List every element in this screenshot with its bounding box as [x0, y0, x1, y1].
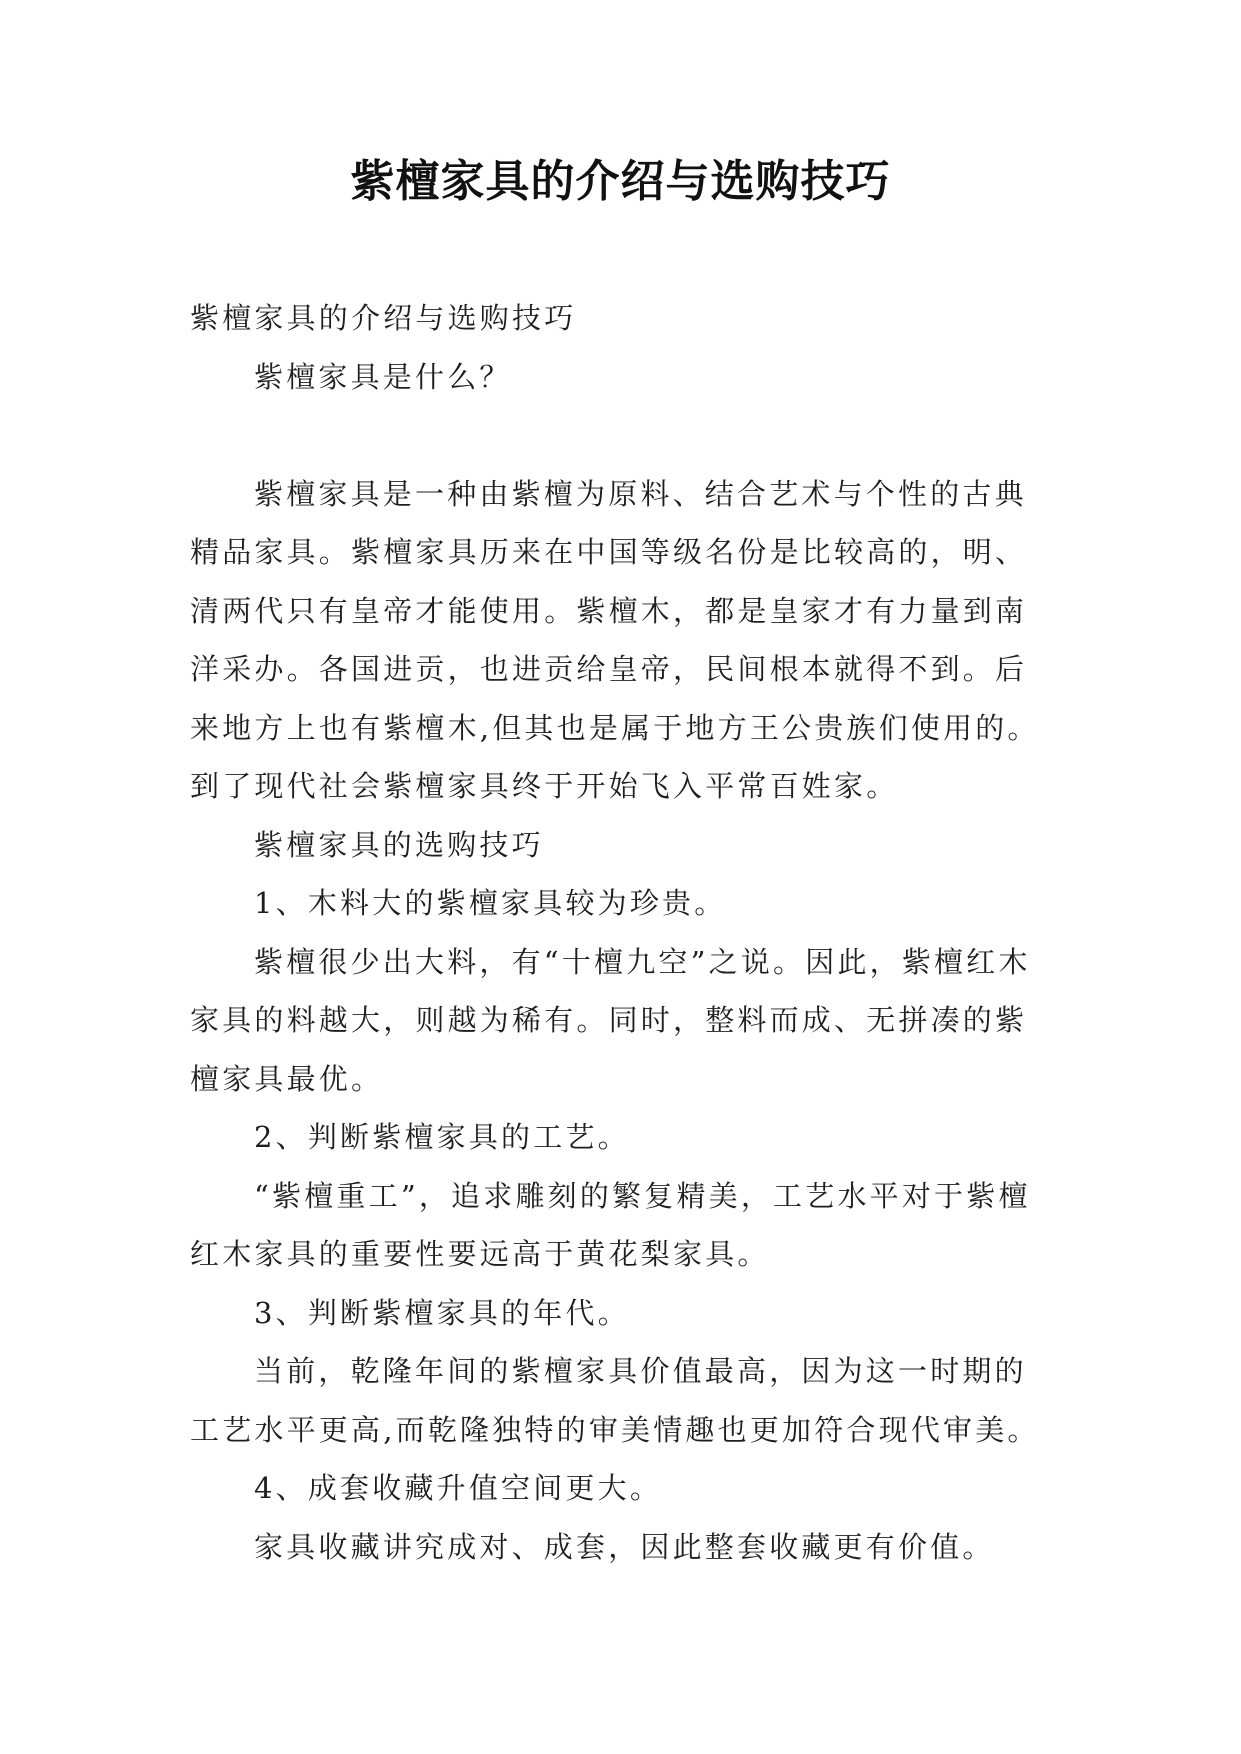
tip-3-heading: 3、判断紫檀家具的年代。: [254, 1295, 630, 1330]
tip-3-text: 当前，乾隆年间的紫檀家具价值最高，因为这一时期的工艺水平更高,而乾隆独特的审美情趣也更加符合现代审美。: [190, 1354, 1040, 1447]
intro-paragraph: 紫檀家具是一种由紫檀为原料、结合艺术与个性的古典精品家具。紫檀家具历来在中国等级名份是比较高的，明、清两代只有皇帝才能使用。紫檀木，都是皇家才有力量到南洋采办。各国进贡，也进贡给皇帝，民间根本就得不到。后来地方上也有紫檀木,但其也是属于地方王公贵族们使用的。到了现代社会紫檀家具终于开始飞入平常百姓家。: [190, 476, 1040, 803]
tip-2-heading: 2、判断紫檀家具的工艺。: [254, 1120, 630, 1154]
document-body: [190, 289, 1052, 1576]
tip-1-heading: 1、木料大的紫檀家具较为珍贵。: [254, 886, 727, 920]
document-title: 紫檀家具的介绍与选购技巧: [350, 156, 891, 207]
tip-4-text: 家具收藏讲究成对、成套，因此整套收藏更有价值。: [254, 1529, 995, 1564]
tip-2-text: “紫檀重工”，追求雕刻的繁复精美，工艺水平对于紫檀红木家具的重要性要远高于黄花梨家具。: [190, 1178, 1031, 1271]
tip-4-heading: 4、成套收藏升值空间更大。: [254, 1471, 663, 1505]
blank-line: [190, 406, 1052, 465]
question-heading: 紫檀家具是什么？: [254, 359, 512, 394]
subtitle-paragraph: 紫檀家具的介绍与选购技巧: [190, 301, 577, 335]
section-heading: 紫檀家具的选购技巧: [254, 827, 544, 862]
tip-1-text: 紫檀很少出大料，有“十檀九空”之说。因此，紫檀红木家具的料越大，则越为稀有。同时，整料而成、无拼凑的紫檀家具最优。: [190, 944, 1031, 1096]
